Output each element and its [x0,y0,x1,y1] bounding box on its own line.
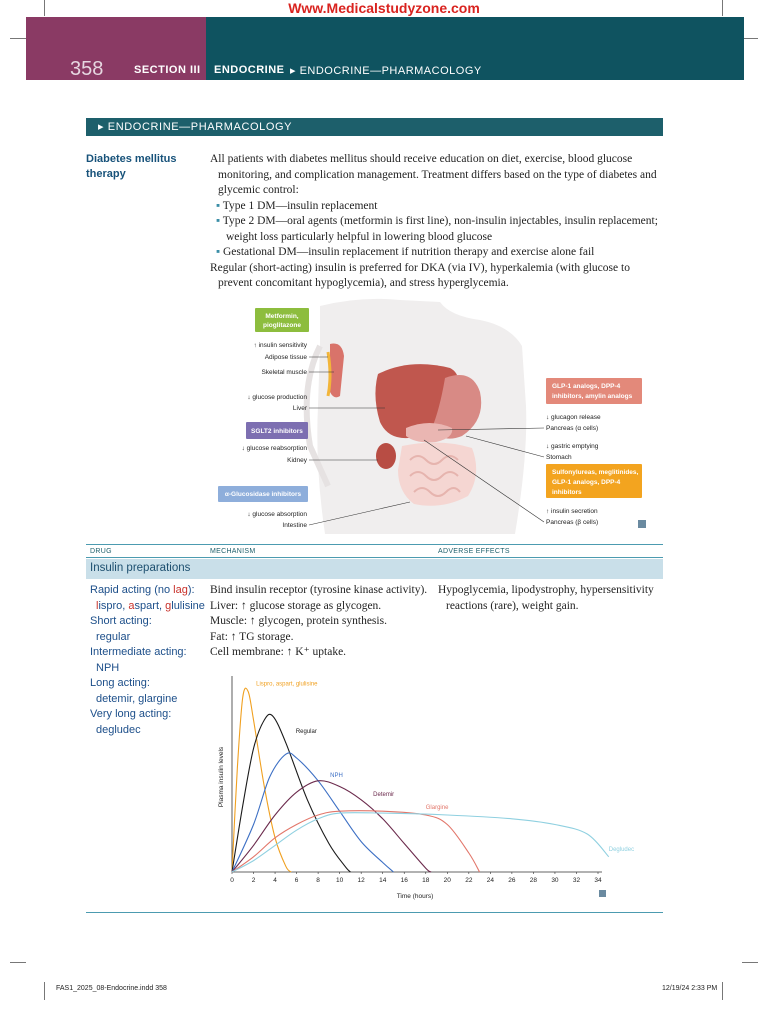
drug-text: Rapid acting (no [90,584,174,596]
series-line [232,714,350,872]
adipose-label: Adipose tissue [264,354,307,361]
diabetes-therapy-diagram [210,296,655,534]
series-line [232,813,609,872]
group-row-title: Insulin preparations [90,562,191,574]
drug-mnemonic: a [128,599,135,612]
bullet-text: Gestational DM—insulin replacement if nutrition therapy and exercise alone fail [222,246,595,258]
adverse-line: Hypoglycemia, lipodystrophy, hypersensitivity [438,584,654,596]
page-number: 358 [70,58,104,80]
x-tick-label: 6 [294,877,299,884]
reference-icon[interactable] [599,890,606,897]
drug-category-long: Long acting: [90,677,150,689]
drug-text: spart, [134,599,166,612]
series-line [232,781,431,872]
glp1-amylin-box-text: inhibitors, amylin analogs [552,393,633,400]
alpha-glucosidase-box-text: α-Glucosidase inhibitors [224,491,302,498]
insulin-action-chart [212,666,635,906]
x-tick-label: 22 [465,877,473,884]
drug-text: ): [187,584,195,596]
drug-category-intermediate: Intermediate acting: [90,646,187,658]
table-top-rule [86,544,663,545]
series-label: Glargine [425,805,449,811]
section-bar [86,118,663,136]
intro-paragraph: All patients with diabetes mellitus should receive education on diet, exercise, blood glucose monitoring, and complication management. Treatment differs based on the type of diabetes and glycemic control: [210,153,657,196]
drug-names-very-long: degludec [96,723,141,736]
chapter-label: ENDOCRINE [214,64,285,76]
pancreas-alpha-label: Pancreas (α cells) [546,425,599,432]
x-tick-label: 2 [251,877,256,884]
drug-list [90,583,210,738]
reference-icon[interactable] [638,520,646,528]
chart-axes [232,676,602,872]
bullet-item [210,199,665,215]
skeletal-muscle-label: Skeletal muscle [261,369,307,376]
mechanism-line: Fat: ↑ TG storage. [210,630,294,643]
glp1-amylin-box [546,378,642,404]
table-header-rule [86,557,663,558]
crop-mark [722,0,723,16]
watermark-link[interactable]: Www.Medicalstudyzone.com [288,0,480,16]
glucose-absorption-label: ↓ glucose absorption [247,511,307,518]
table-bottom-rule [86,912,663,913]
topic-title [86,152,196,182]
x-tick-label: 24 [486,877,494,884]
drug-category-very-long: Very long acting: [90,708,172,720]
sglt2-box-text: SGLT2 inhibitors [251,428,303,435]
x-tick-label: 10 [336,877,344,884]
x-tick-label: 12 [357,877,365,884]
adverse-line: reactions (rare), weight gain. [446,599,579,612]
kidney-shape [376,443,396,469]
bullet-item [210,245,665,261]
x-axis-label: Time (hours) [396,893,434,900]
x-tick-label: 14 [379,877,387,884]
series-label: Regular [295,728,317,735]
liver-label: Liver [292,405,307,412]
topic-title-line: Diabetes mellitus [86,153,177,165]
x-tick-label: 16 [400,877,408,884]
x-tick-label: 20 [443,877,451,884]
subchapter-label: ▸ ENDOCRINE—PHARMACOLOGY [290,65,482,77]
drug-category-short: Short acting: [90,615,152,627]
table-group-row [86,559,663,579]
crop-mark [44,0,45,16]
drug-names-short: regular [96,630,131,643]
drug-mnemonic: g [165,599,172,612]
glucose-reabsorption-label: ↓ glucose reabsorption [241,445,307,452]
drug-mnemonic: lag [173,584,188,596]
column-header-mechanism: MECHANISM [210,548,256,555]
x-tick-label: 26 [508,877,516,884]
chart-ticks [230,872,602,884]
glp1-amylin-box-text: GLP-1 analogs, DPP-4 [552,383,621,390]
metformin-box-text: pioglitazone [263,322,301,329]
column-header-drug: DRUG [90,548,112,555]
insulin-sensitivity-label: ↑ insulin sensitivity [253,342,307,349]
sulfonylurea-box-text: GLP-1 analogs, DPP-4 [552,479,621,486]
section-bar-title: ▸ ENDOCRINE—PHARMACOLOGY [98,121,293,133]
drug-names-intermediate: NPH [96,661,120,674]
series-line [232,688,291,872]
x-tick-label: 4 [273,877,277,884]
crop-mark [742,962,758,963]
intro-text [210,152,665,292]
series-label: NPH [330,772,343,779]
drug-names-rapid [90,599,210,615]
bullet-dot: ▪ [216,215,223,227]
mechanism-line: Cell membrane: ↑ K⁺ uptake. [210,646,347,658]
metformin-box-text: Metformin, [265,313,299,320]
closing-paragraph: Regular (short-acting) insulin is preferred for DKA (via IV), hyperkalemia (with glucose to prevent concomitant hypoglycemia), and stress hyperglycemia. [210,261,630,289]
sulfonylurea-box-text: Sulfonylureas, meglitinides, [552,469,639,476]
mechanism-cell [210,583,435,661]
series-label: Lispro, aspart, glulisine [256,681,318,688]
x-tick-label: 28 [529,877,538,884]
x-tick-label: 0 [230,877,234,884]
x-tick-label: 30 [551,877,559,884]
footer-timestamp: 12/19/24 2:33 PM [662,985,718,992]
pancreas-beta-label: Pancreas (β cells) [546,519,599,526]
topic-title-line: therapy [86,168,126,180]
bullet-text: Type 2 DM—oral agents (metformin is first line), non-insulin injectables, insulin replacement; weight loss particularly helpful in lowering blood glucose [222,215,658,243]
sulfonylurea-box-text: inhibitors [552,489,582,496]
drug-text: ispro, [98,599,129,612]
gastric-emptying-label: ↓ gastric emptying [546,443,599,450]
glucagon-release-label: ↓ glucagon release [546,414,601,421]
drug-mnemonic: l [96,599,99,612]
x-tick-label: 34 [594,877,602,884]
x-tick-label: 18 [422,877,430,884]
crop-mark [722,982,723,1000]
section-label: SECTION III [134,64,201,76]
footer-file-info: FAS1_2025_08-Endocrine.indd 358 [56,985,167,992]
y-axis-label: Plasma insulin levels [218,746,225,808]
intestine-label: Intestine [282,522,307,529]
series-label: Detemir [373,791,395,798]
drug-names-long: detemir, glargine [96,692,178,705]
drug-category-rapid [90,583,210,599]
series-label: Degludec [608,846,635,853]
adverse-effects-cell [438,583,663,614]
column-header-adverse: ADVERSE EFFECTS [438,548,510,555]
chart-series [232,682,634,873]
bullet-text: Type 1 DM—insulin replacement [222,199,378,212]
mechanism-line: Bind insulin receptor (tyrosine kinase activity). [210,584,428,596]
bullet-dot: ▪ [216,246,223,258]
insulin-secretion-label: ↑ insulin secretion [546,508,598,515]
crop-mark [44,982,45,1000]
mechanism-line: Liver: ↑ glucose storage as glycogen. [210,599,382,612]
series-line [232,811,480,872]
x-tick-label: 8 [316,877,320,884]
bullet-dot: ▪ [216,199,223,212]
glucose-production-label: ↓ glucose production [247,394,307,401]
kidney-label: Kidney [287,457,307,464]
mechanism-line: Muscle: ↑ glycogen, protein synthesis. [210,615,387,627]
crop-mark [10,962,26,963]
drug-text: lulisine [171,599,205,612]
x-tick-label: 32 [572,877,581,884]
bullet-item [210,214,665,245]
stomach-label: Stomach [546,454,572,461]
